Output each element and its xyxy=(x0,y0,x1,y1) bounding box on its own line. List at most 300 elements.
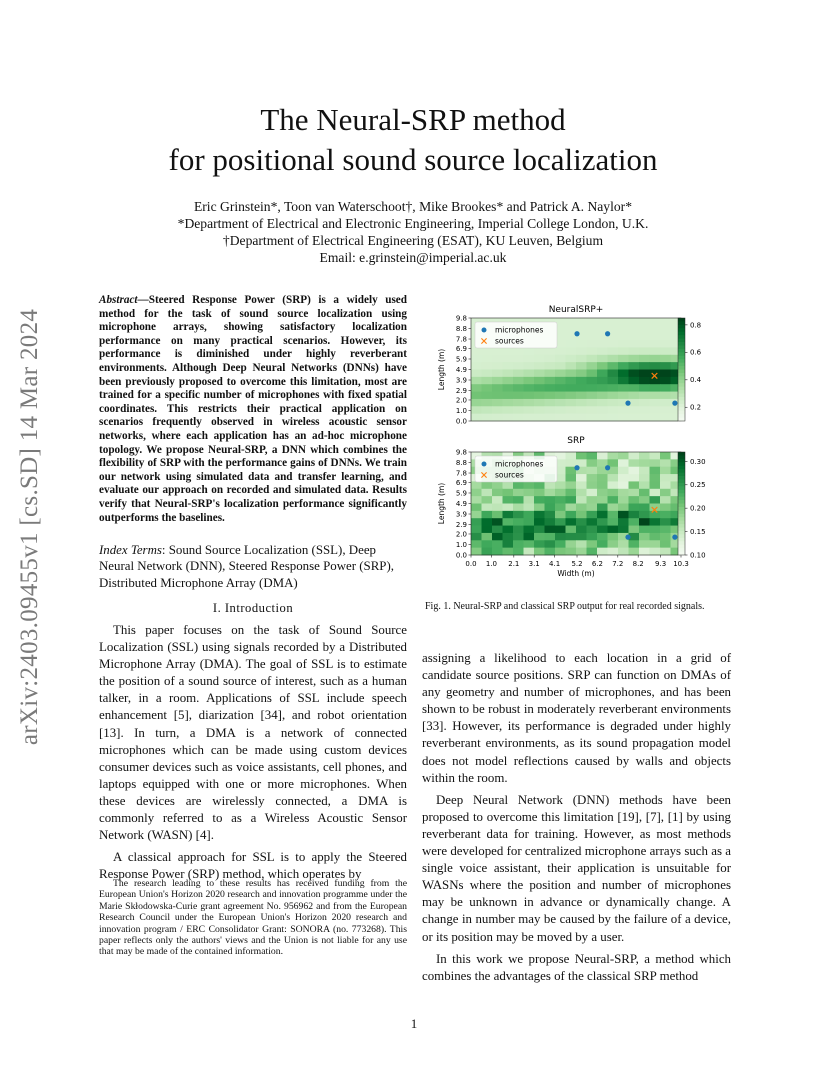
heatmap-cell xyxy=(660,377,671,385)
y-tick-label: 9.8 xyxy=(455,314,467,323)
y-tick-label: 5.9 xyxy=(455,355,467,364)
heatmap-cell xyxy=(524,370,535,378)
chart-title: SRP xyxy=(567,436,585,446)
y-tick-label: 1.0 xyxy=(455,406,467,415)
heatmap-cell xyxy=(471,518,482,526)
heatmap-cell xyxy=(587,504,598,512)
heatmap-cell xyxy=(608,489,619,497)
colorbar-segment xyxy=(678,380,685,384)
heatmap-cell xyxy=(524,355,535,363)
intro-paragraph-2: A classical approach for SSL is to apply the Steered Response Power (SRP) method, which operates by xyxy=(99,850,407,882)
heatmap-cell xyxy=(587,414,598,422)
heatmap-cell xyxy=(597,548,608,556)
legend-sources-label: sources xyxy=(495,336,524,346)
heatmap-cell xyxy=(534,511,545,519)
heatmap-cell xyxy=(471,496,482,504)
heatmap-cell xyxy=(618,504,629,512)
heatmap-cell xyxy=(482,533,493,541)
heatmap-cell xyxy=(639,318,650,326)
heatmap-cell xyxy=(576,406,587,414)
heatmap-cell xyxy=(650,406,661,414)
heatmap-cell xyxy=(618,414,629,422)
colorbar-segment xyxy=(678,383,685,387)
heatmap-cell xyxy=(524,414,535,422)
colorbar-segment xyxy=(678,531,685,535)
heatmap-cell xyxy=(660,384,671,392)
heatmap-cell xyxy=(471,533,482,541)
funding-footnote: The research leading to these results has received funding from the European Union's Horizon 2020 research and innovation programme under the Marie Skłodowska-Curie grant agreement No. 956962 and from the European Research Council under the European Union's Horizon 2020 research and innovation program / ERC Consolidator Grant: SONORA (no. 773268). This paper reflects only the authors' views and the Union is not liable for any use that may be made of the contained information. xyxy=(99,878,407,958)
x-tick-label: 6.2 xyxy=(591,560,603,568)
heatmap-cell xyxy=(555,355,566,363)
heatmap-cell xyxy=(660,325,671,333)
heatmap-cell xyxy=(608,511,619,519)
heatmap-cell xyxy=(660,414,671,422)
colorbar-segment xyxy=(678,349,685,353)
heatmap-cell xyxy=(555,540,566,548)
heatmap-cell xyxy=(650,452,661,460)
heatmap-cell xyxy=(639,489,650,497)
heatmap-cell xyxy=(660,548,671,556)
heatmap-cell xyxy=(660,481,671,489)
heatmap-cell xyxy=(629,481,640,489)
heatmap-cell xyxy=(524,384,535,392)
heatmap-cell xyxy=(618,406,629,414)
colorbar-segment xyxy=(678,452,685,456)
colorbar-tick-label: 0.15 xyxy=(690,527,706,536)
colorbar-segment xyxy=(678,466,685,470)
heatmap-cell xyxy=(597,340,608,348)
heatmap-cell xyxy=(492,414,503,422)
heatmap-cell xyxy=(608,399,619,407)
heatmap-cell xyxy=(650,467,661,475)
heatmap-cell xyxy=(545,392,556,400)
heatmap-cell xyxy=(597,526,608,534)
heatmap-cell xyxy=(576,340,587,348)
heatmap-cell xyxy=(650,325,661,333)
heatmap-cell xyxy=(513,384,524,392)
colorbar-segment xyxy=(678,538,685,542)
colorbar-segment xyxy=(678,524,685,528)
heatmap-cell xyxy=(608,370,619,378)
heatmap-cell xyxy=(576,518,587,526)
heatmap-cell xyxy=(555,347,566,355)
heatmap-cell xyxy=(524,392,535,400)
colorbar-segment xyxy=(678,490,685,494)
heatmap-cell xyxy=(566,452,577,460)
heatmap-cell xyxy=(576,511,587,519)
heatmap-cell xyxy=(471,406,482,414)
heatmap-cell xyxy=(534,414,545,422)
heatmap-cell xyxy=(503,548,514,556)
heatmap-cell xyxy=(576,548,587,556)
colorbar-segment xyxy=(678,321,685,325)
heatmap-cell xyxy=(660,347,671,355)
heatmap-cell xyxy=(639,548,650,556)
heatmap-cell xyxy=(639,526,650,534)
microphone-marker xyxy=(605,331,610,336)
heatmap-cell xyxy=(482,511,493,519)
heatmap-cell xyxy=(618,347,629,355)
heatmap-cell xyxy=(534,399,545,407)
heatmap-cell xyxy=(545,370,556,378)
colorbar-segment xyxy=(678,414,685,418)
heatmap-cell xyxy=(629,340,640,348)
heatmap-cell xyxy=(555,481,566,489)
heatmap-cell xyxy=(471,504,482,512)
heatmap-cell xyxy=(629,526,640,534)
heatmap-cell xyxy=(555,370,566,378)
heatmap-cell xyxy=(566,496,577,504)
heatmap-cell xyxy=(608,318,619,326)
heatmap-cell xyxy=(492,406,503,414)
heatmap-cell xyxy=(492,370,503,378)
heatmap-cell xyxy=(576,414,587,422)
heatmap-cell xyxy=(597,370,608,378)
heatmap-cell xyxy=(534,406,545,414)
heatmap-cell xyxy=(597,533,608,541)
heatmap-cell xyxy=(482,548,493,556)
heatmap-cell xyxy=(587,511,598,519)
heatmap-cell xyxy=(566,511,577,519)
heatmap-cell xyxy=(639,496,650,504)
heatmap-cell xyxy=(566,540,577,548)
colorbar-segment xyxy=(678,517,685,521)
heatmap-cell xyxy=(618,355,629,363)
heatmap-cell xyxy=(660,392,671,400)
heatmap-cell xyxy=(513,355,524,363)
heatmap-cell xyxy=(471,481,482,489)
heatmap-cell xyxy=(587,474,598,482)
heatmap-cell xyxy=(660,489,671,497)
heatmap-cell xyxy=(513,540,524,548)
colorbar-segment xyxy=(678,459,685,463)
heatmap-cell xyxy=(629,384,640,392)
heatmap-cell xyxy=(566,526,577,534)
heatmap-cell xyxy=(524,347,535,355)
heatmap-cell xyxy=(534,384,545,392)
heatmap-cell xyxy=(555,533,566,541)
heatmap-cell xyxy=(471,548,482,556)
heatmap-cell xyxy=(492,540,503,548)
colorbar-tick-label: 0.4 xyxy=(690,376,702,385)
heatmap-cell xyxy=(503,518,514,526)
heatmap-cell xyxy=(608,414,619,422)
y-tick-label: 6.9 xyxy=(455,478,467,487)
heatmap-cell xyxy=(503,377,514,385)
heatmap-cell xyxy=(660,540,671,548)
heatmap-cell xyxy=(660,526,671,534)
heatmap-cell xyxy=(629,467,640,475)
heatmap-cell xyxy=(660,340,671,348)
heatmap-cell xyxy=(513,511,524,519)
heatmap-cell xyxy=(503,406,514,414)
heatmap-cell xyxy=(650,511,661,519)
y-axis-label: Length (m) xyxy=(437,348,446,391)
heatmap-cell xyxy=(650,333,661,341)
heatmap-cell xyxy=(482,540,493,548)
microphone-marker xyxy=(625,401,630,406)
colorbar-segment xyxy=(678,500,685,504)
heatmap-cell xyxy=(660,333,671,341)
x-axis-label: Width (m) xyxy=(557,569,595,578)
heatmap-cell xyxy=(650,384,661,392)
heatmap-cell xyxy=(566,325,577,333)
heatmap-cell xyxy=(608,496,619,504)
colorbar-segment xyxy=(678,411,685,415)
heatmap-cell xyxy=(555,489,566,497)
heatmap-cell xyxy=(660,533,671,541)
heatmap-cell xyxy=(576,533,587,541)
heatmap-cell xyxy=(608,340,619,348)
colorbar-segment xyxy=(678,507,685,511)
heatmap-cell xyxy=(576,540,587,548)
y-tick-label: 2.0 xyxy=(455,396,467,405)
heatmap-cell xyxy=(555,362,566,370)
legend-microphone-marker xyxy=(482,462,487,467)
heatmap-cell xyxy=(650,540,661,548)
heatmap-cell xyxy=(534,355,545,363)
heatmap-cell xyxy=(503,526,514,534)
heatmap-cell xyxy=(587,399,598,407)
heatmap-cell xyxy=(545,504,556,512)
heatmap-cell xyxy=(471,489,482,497)
heatmap-cell xyxy=(576,347,587,355)
heatmap-cell xyxy=(576,377,587,385)
y-tick-label: 3.9 xyxy=(455,376,467,385)
heatmap-cell xyxy=(524,511,535,519)
colorbar-tick-label: 0.25 xyxy=(690,481,706,490)
heatmap-cell xyxy=(587,392,598,400)
colorbar-tick-label: 0.20 xyxy=(690,504,706,513)
heatmap-cell xyxy=(587,370,598,378)
colorbar-segment xyxy=(678,370,685,374)
colorbar-segment xyxy=(678,318,685,322)
heatmap-cell xyxy=(650,347,661,355)
colorbar-tick-label: 0.6 xyxy=(690,348,702,357)
heatmap-cell xyxy=(587,467,598,475)
heatmap-cell xyxy=(471,347,482,355)
heatmap-cell xyxy=(587,406,598,414)
y-tick-label: 2.0 xyxy=(455,530,467,539)
heatmap-cell xyxy=(513,496,524,504)
heatmap-cell xyxy=(534,392,545,400)
heatmap-cell xyxy=(618,540,629,548)
y-tick-label: 0.0 xyxy=(455,551,467,560)
heatmap-cell xyxy=(513,370,524,378)
y-tick-label: 2.9 xyxy=(455,386,467,395)
heatmap-cell xyxy=(492,347,503,355)
colorbar-segment xyxy=(678,407,685,411)
heatmap-cell xyxy=(503,392,514,400)
x-tick-label: 0.0 xyxy=(465,560,477,568)
colorbar-segment xyxy=(678,404,685,408)
heatmap-cell xyxy=(639,355,650,363)
heatmap-cell xyxy=(545,362,556,370)
heatmap-cell xyxy=(587,340,598,348)
colorbar-segment xyxy=(678,400,685,404)
heatmap-cell xyxy=(503,481,514,489)
heatmap-cell xyxy=(566,377,577,385)
heatmap-cell xyxy=(587,459,598,467)
colorbar-segment xyxy=(678,534,685,538)
microphone-marker xyxy=(574,331,579,336)
heatmap-cell xyxy=(629,347,640,355)
heatmap-cell xyxy=(618,452,629,460)
colorbar-segment xyxy=(678,394,685,398)
heatmap-cell xyxy=(545,526,556,534)
heatmap-cell xyxy=(576,481,587,489)
heatmap-cell xyxy=(597,518,608,526)
colorbar-segment xyxy=(678,363,685,367)
heatmap-cell xyxy=(503,496,514,504)
x-tick-label: 10.3 xyxy=(673,560,689,568)
heatmap-cell xyxy=(482,362,493,370)
heatmap-cell xyxy=(639,452,650,460)
heatmap-cell xyxy=(618,489,629,497)
heatmap-cell xyxy=(587,533,598,541)
y-tick-label: 0.0 xyxy=(455,417,467,426)
heatmap-cell xyxy=(629,489,640,497)
heatmap-cell xyxy=(576,504,587,512)
heatmap-cell xyxy=(660,355,671,363)
heatmap-cell xyxy=(650,355,661,363)
colorbar-segment xyxy=(678,514,685,518)
heatmap-cell xyxy=(639,467,650,475)
chart-title: NeuralSRP+ xyxy=(548,305,604,315)
heatmap-cell xyxy=(650,518,661,526)
heatmap-cell xyxy=(660,406,671,414)
heatmap-cell xyxy=(513,481,524,489)
arxiv-identifier: arXiv:2403.09455v1 [cs.SD] 14 Mar 2024 xyxy=(16,308,43,746)
y-tick-label: 3.9 xyxy=(455,510,467,519)
left-column-body xyxy=(99,622,407,888)
y-tick-label: 9.8 xyxy=(455,448,467,457)
heatmap-cell xyxy=(608,548,619,556)
heatmap-cell xyxy=(639,406,650,414)
heatmap-cell xyxy=(639,333,650,341)
heatmap-cell xyxy=(597,496,608,504)
paper-title-line2: for positional sound source localization xyxy=(168,142,658,177)
heatmap-cell xyxy=(608,347,619,355)
heatmap-cell xyxy=(513,392,524,400)
section-heading-introduction: I. Introduction xyxy=(212,601,294,615)
colorbar-segment xyxy=(678,510,685,514)
colorbar-segment xyxy=(678,504,685,508)
heatmap-cell xyxy=(587,325,598,333)
heatmap-cell xyxy=(587,384,598,392)
heatmap-cell xyxy=(482,496,493,504)
y-tick-label: 6.9 xyxy=(455,344,467,353)
heatmap-cell xyxy=(492,362,503,370)
colorbar-segment xyxy=(678,469,685,473)
heatmap-cell xyxy=(524,481,535,489)
heatmap-cell xyxy=(566,347,577,355)
y-tick-label: 4.9 xyxy=(455,499,467,508)
heatmap-cell xyxy=(660,511,671,519)
heatmap-cell xyxy=(471,399,482,407)
heatmap-cell xyxy=(492,377,503,385)
heatmap-cell xyxy=(608,392,619,400)
heatmap-cell xyxy=(587,481,598,489)
x-tick-label: 9.3 xyxy=(655,560,667,568)
heatmap-cell xyxy=(524,399,535,407)
heatmap-cell xyxy=(482,392,493,400)
heatmap-cell xyxy=(618,340,629,348)
heatmap-cell xyxy=(492,384,503,392)
heatmap-cell xyxy=(545,496,556,504)
heatmap-cell xyxy=(639,518,650,526)
heatmap-cell xyxy=(482,489,493,497)
heatmap-cell xyxy=(524,518,535,526)
heatmap-cell xyxy=(503,504,514,512)
heatmap-cell xyxy=(482,347,493,355)
heatmap-cell xyxy=(660,496,671,504)
heatmap-cell xyxy=(492,504,503,512)
heatmap-cell xyxy=(660,452,671,460)
heatmap-cell xyxy=(524,489,535,497)
colorbar-segment xyxy=(678,541,685,545)
colorbar-tick-label: 0.8 xyxy=(690,321,702,330)
heatmap-cell xyxy=(576,489,587,497)
heatmap-cell xyxy=(618,467,629,475)
heatmap-cell xyxy=(650,489,661,497)
heatmap-cell xyxy=(576,399,587,407)
heatmap-cell xyxy=(650,318,661,326)
heatmap-cell xyxy=(597,452,608,460)
heatmap-cell xyxy=(629,496,640,504)
paper-title-line1: The Neural-SRP method xyxy=(260,102,566,137)
colorbar-segment xyxy=(678,359,685,363)
colorbar-segment xyxy=(678,455,685,459)
heatmap-cell xyxy=(534,362,545,370)
heatmap-cell xyxy=(492,511,503,519)
heatmap-cell xyxy=(597,392,608,400)
heatmap-cell xyxy=(555,504,566,512)
heatmap-cell xyxy=(534,526,545,534)
heatmap-cell xyxy=(660,362,671,370)
heatmap-cell xyxy=(597,384,608,392)
colorbar-segment xyxy=(678,476,685,480)
y-tick-label: 1.0 xyxy=(455,540,467,549)
heatmap-cell xyxy=(482,481,493,489)
affiliation-1: *Department of Electrical and Electronic Engineering, Imperial College London, U.K. xyxy=(177,216,649,231)
heatmap-cell xyxy=(587,496,598,504)
heatmap-cell xyxy=(524,406,535,414)
x-tick-label: 1.0 xyxy=(485,560,497,568)
heatmap-cell xyxy=(618,518,629,526)
heatmap-cell xyxy=(650,474,661,482)
microphone-marker xyxy=(625,535,630,540)
heatmap-cell xyxy=(482,518,493,526)
heatmap-cell xyxy=(608,384,619,392)
heatmap-cell xyxy=(524,496,535,504)
heatmap-cell xyxy=(618,474,629,482)
heatmap-cell xyxy=(597,489,608,497)
heatmap-cell xyxy=(534,518,545,526)
heatmap-cell xyxy=(639,325,650,333)
heatmap-cell xyxy=(555,384,566,392)
heatmap-cell xyxy=(555,392,566,400)
colorbar-segment xyxy=(678,497,685,501)
heatmap-cell xyxy=(608,504,619,512)
heatmap-cell xyxy=(513,533,524,541)
heatmap-cell xyxy=(608,362,619,370)
heatmap-cell xyxy=(545,384,556,392)
heatmap-cell xyxy=(482,414,493,422)
colorbar-segment xyxy=(678,483,685,487)
microphone-marker xyxy=(574,465,579,470)
heatmap-cell xyxy=(471,526,482,534)
